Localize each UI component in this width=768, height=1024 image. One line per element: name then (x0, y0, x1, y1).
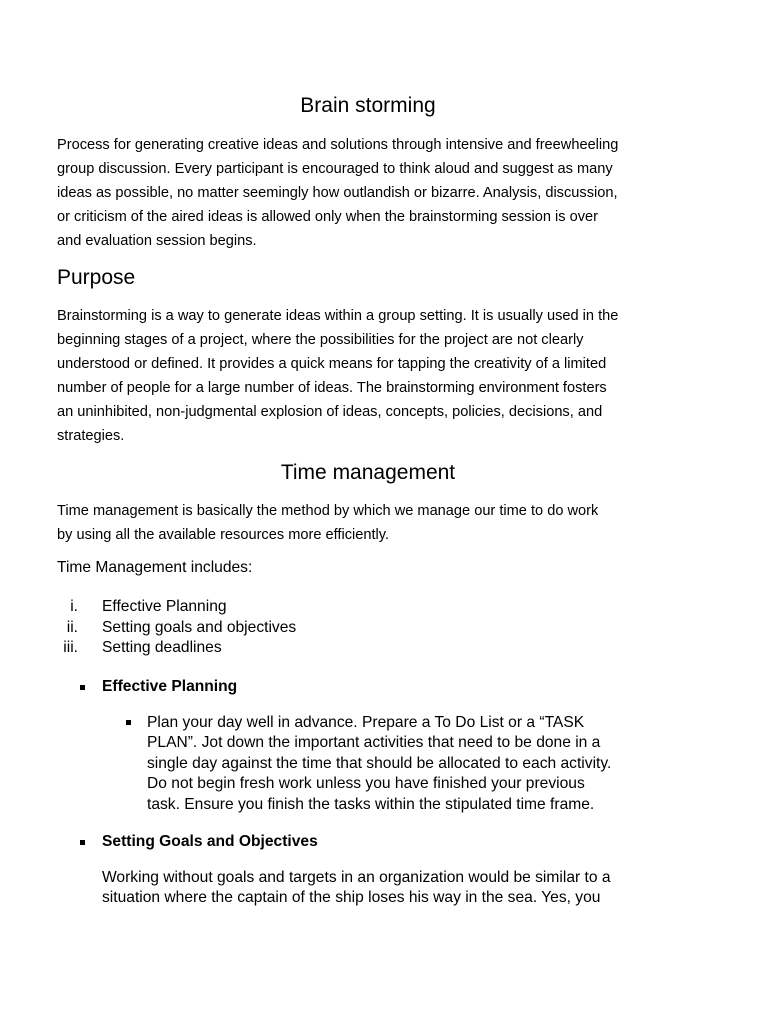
text-line: single day against the time that should be allocated to each activity. (147, 754, 612, 772)
paragraph-brainstorming (57, 133, 697, 253)
text-line: Plan your day well in advance. Prepare a To Do List or a “TASK (147, 714, 585, 731)
text-line: Brainstorming is a way to generate ideas within a group setting. It is usually used in the (57, 308, 619, 324)
list-item: Effective Planning (102, 598, 227, 615)
time-management-includes-label: Time Management includes: (57, 559, 253, 576)
heading-setting-goals: Setting Goals and Objectives (102, 833, 318, 850)
text-line: number of people for a large number of ideas. The brainstorming environment fosters (57, 380, 607, 396)
square-bullet-icon (126, 720, 131, 725)
text-line: beginning stages of a project, where the possibilities for the project are not clearly (57, 332, 584, 348)
list-number: ii. (66, 619, 78, 636)
paragraph-setting-goals (102, 868, 702, 909)
heading-effective-planning: Effective Planning (102, 678, 238, 695)
list-number: i. (70, 598, 78, 615)
heading-time-management: Time management (280, 461, 456, 484)
text-line: Working without goals and targets in an organization would be similar to a (102, 869, 611, 886)
paragraph-purpose (57, 304, 697, 448)
square-bullet-icon (80, 840, 85, 845)
text-line: by using all the available resources more efficiently. (57, 527, 390, 543)
list-item: Setting goals and objectives (102, 619, 297, 636)
text-line: understood or defined. It provides a quick means for tapping the creativity of a limited (57, 356, 607, 372)
text-line: Time management is basically the method by which we manage our time to do work (57, 503, 599, 519)
paragraph-time-management (57, 499, 697, 547)
square-bullet-icon (80, 685, 85, 690)
text-line: Process for generating creative ideas and solutions through intensive and freewheeling (57, 137, 619, 153)
text-line: task. Ensure you finish the tasks within the stipulated time frame. (147, 795, 595, 813)
list-number: iii. (63, 639, 78, 656)
text-line: group discussion. Every participant is encouraged to think aloud and suggest as many (57, 161, 613, 177)
text-line: Do not begin fresh work unless you have finished your previous (147, 775, 585, 793)
text-line: and evaluation session begins. (57, 233, 257, 249)
text-line: strategies. (57, 428, 125, 444)
text-line: ideas as possible, no matter seemingly how outlandish or bizarre. Analysis, discussion, (57, 185, 618, 201)
text-line: PLAN”. Jot down the important activities that need to be done in a (147, 734, 601, 752)
text-line: an uninhibited, non-judgmental explosion of ideas, concepts, policies, decisions, and (57, 404, 603, 420)
paragraph-effective-planning (147, 713, 707, 815)
text-line: situation where the captain of the ship loses his way in the sea. Yes, you (102, 889, 601, 907)
text-line: or criticism of the aired ideas is allowed only when the brainstorming session is over (57, 209, 599, 225)
heading-purpose: Purpose (57, 266, 136, 289)
heading-brainstorming: Brain storming (300, 94, 436, 117)
list-item: Setting deadlines (102, 639, 222, 656)
